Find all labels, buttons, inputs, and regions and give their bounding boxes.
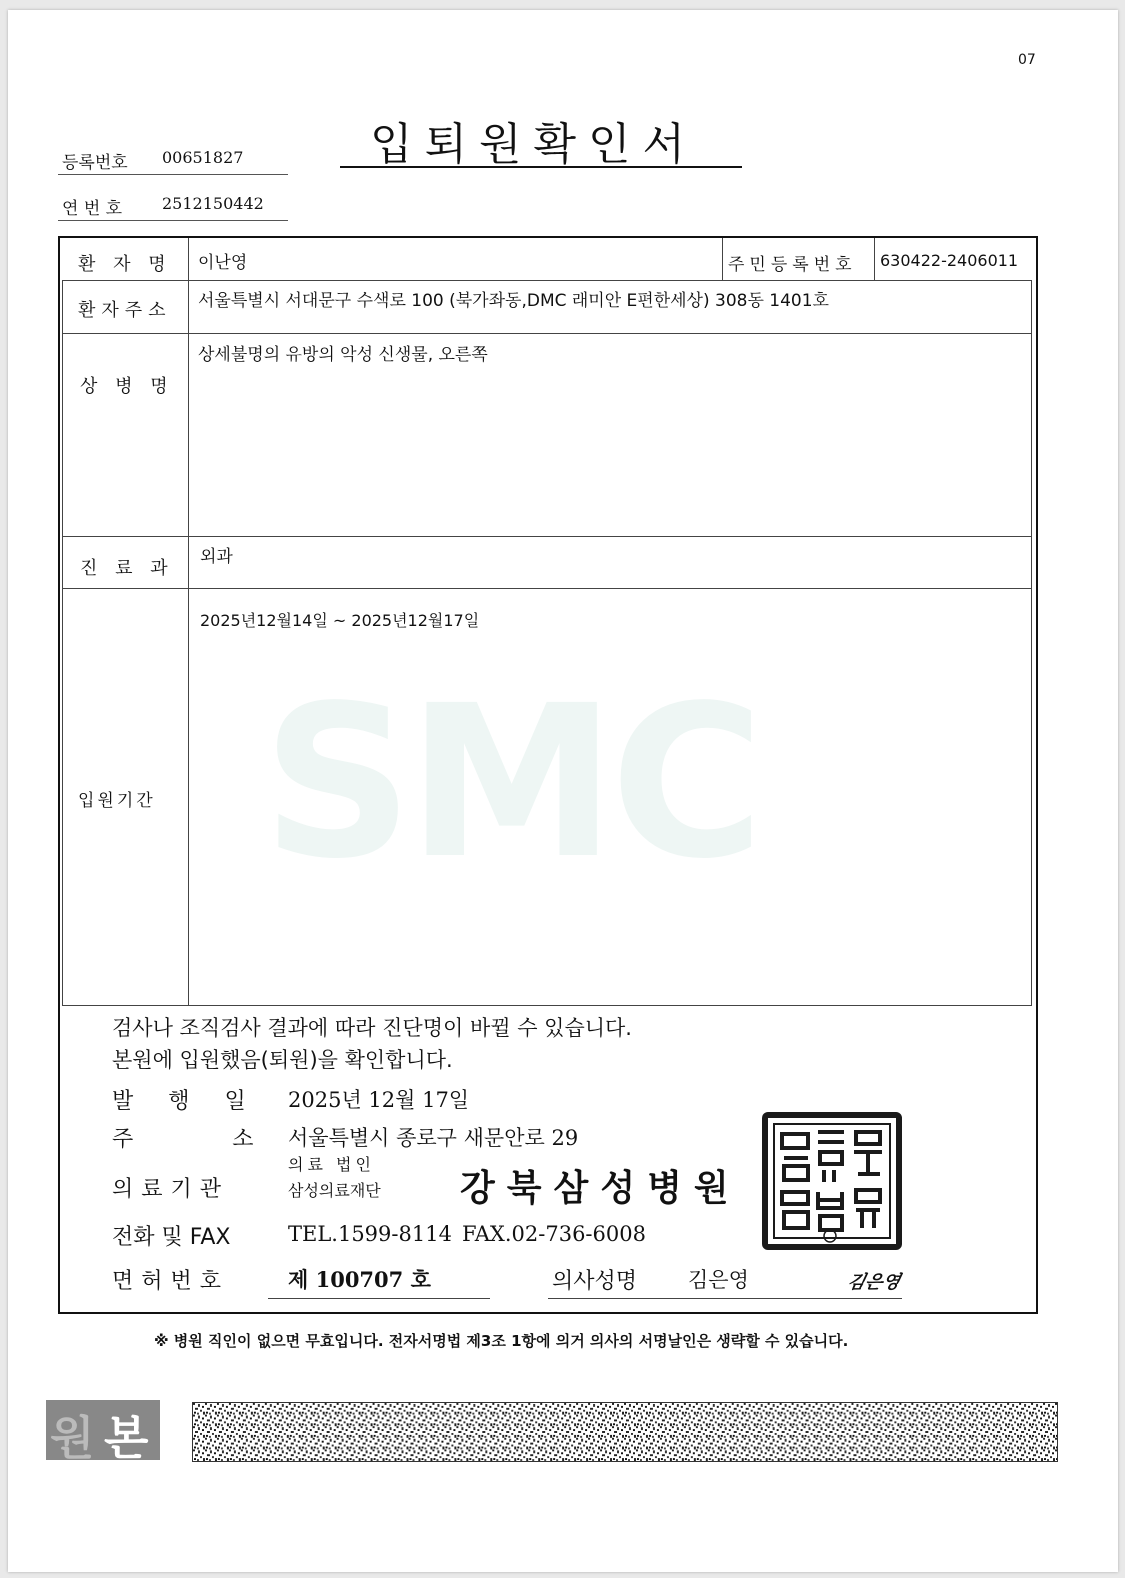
patient-address-label: 환자주소 (78, 300, 172, 321)
notice-line-1: 검사나 조직검사 결과에 따라 진단명이 바뀔 수 있습니다. (112, 1016, 632, 1040)
registration-underline (58, 174, 288, 175)
contact-label: 전화 및 FAX (112, 1225, 231, 1250)
corporation-line-1: 의료 법인 (288, 1155, 375, 1174)
rrn-label-left-divider (722, 238, 723, 280)
patient-name-label: 환 자 명 (78, 254, 172, 275)
telephone-number: TEL.1599-8114 (288, 1222, 452, 1246)
diagnosis-label: 상 병 명 (80, 376, 174, 397)
rrn-label-right-divider (874, 238, 875, 280)
hospital-address: 서울특별시 종로구 새문안로 29 (288, 1126, 579, 1150)
row-divider (62, 588, 1032, 589)
security-barcode (192, 1402, 1058, 1462)
row-divider (62, 536, 1032, 537)
row-divider (62, 333, 1032, 334)
notice-line-2: 본원에 입원했음(퇴원)을 확인합니다. (112, 1048, 453, 1072)
patient-address: 서울특별시 서대문구 수색로 100 (북가좌동,DMC 래미안 E편한세상) 308동 1401호 (198, 291, 829, 311)
registration-number: 00651827 (162, 148, 244, 167)
registration-label: 등록번호 (62, 153, 128, 173)
license-underline (268, 1298, 490, 1299)
department-value: 외과 (200, 547, 233, 567)
original-stamp (46, 1400, 160, 1465)
page-number: 07 (1018, 52, 1036, 68)
rrn-value: 630422-2406011 (880, 251, 1019, 270)
issue-date: 2025년 12월 17일 (288, 1088, 470, 1112)
institution-label: 의료기관 (112, 1177, 230, 1202)
diagnosis-value: 상세불명의 유방의 악성 신생물, 오른쪽 (198, 345, 488, 365)
fax-number: FAX.02-736-6008 (462, 1222, 646, 1246)
department-label: 진 료 과 (80, 558, 174, 579)
smc-watermark: SMC (262, 660, 759, 905)
admission-period-label: 입원기간 (78, 791, 156, 811)
admission-period: 2025년12월14일 ~ 2025년12월17일 (200, 611, 480, 630)
hospital-seal (762, 1112, 902, 1250)
doctor-name: 김은영 (688, 1268, 749, 1292)
title-underline (340, 166, 742, 168)
license-label: 면허번호 (112, 1269, 230, 1294)
hospital-address-label: 주 소 (112, 1127, 300, 1152)
serial-number: 2512150442 (162, 194, 264, 213)
issue-date-label: 발 행 일 (112, 1089, 260, 1114)
doctor-signature: 김은영 (845, 1272, 903, 1293)
license-number: 제 100707 호 (288, 1267, 431, 1292)
corporation-line-2: 삼성의료재단 (288, 1181, 381, 1200)
doctor-underline (548, 1298, 902, 1299)
doctor-name-label: 의사성명 (552, 1269, 638, 1294)
hospital-name: 강북삼성병원 (460, 1168, 741, 1209)
patient-name: 이난영 (198, 253, 248, 273)
document-title: 입퇴원확인서 (370, 119, 698, 170)
table-label-divider (188, 238, 189, 1006)
original-stamp-char-1: 원 (50, 1411, 95, 1465)
rrn-label: 주민등록번호 (728, 255, 857, 275)
footnote: ※ 병원 직인이 없으면 무효입니다. 전자서명법 제3조 1항에 의거 의사의 서명날인은 생략할 수 있습니다. (154, 1332, 849, 1350)
original-stamp-char-2: 본 (104, 1411, 149, 1465)
serial-label: 연 번 호 (62, 199, 123, 219)
serial-underline (58, 220, 288, 221)
